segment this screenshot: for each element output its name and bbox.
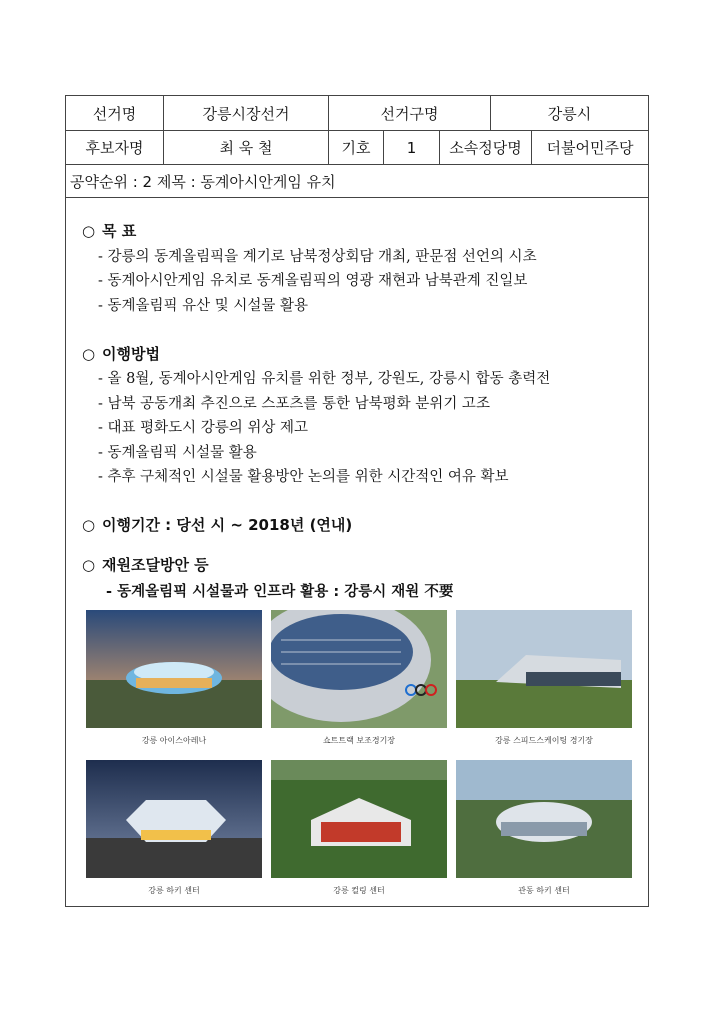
method-item: - 추후 구체적인 시설물 활용방안 논의를 위한 시간적인 여유 확보 <box>98 469 509 485</box>
goal-item: - 동계아시안게임 유치로 동계올림픽의 영광 재현과 남북관계 진일보 <box>98 273 528 289</box>
method-item: - 동계올림픽 시설물 활용 <box>98 445 257 461</box>
ice-arena-image <box>86 610 262 728</box>
hockey-center-image <box>86 760 262 878</box>
election-value: 강릉시장선거 <box>164 96 329 130</box>
method-item: - 대표 평화도시 강릉의 위상 제고 <box>98 420 309 436</box>
funding-item: - 동계올림픽 시설물과 인프라 활용 : 강릉시 재원 不要 <box>106 584 454 600</box>
circle-bullet-icon: ○ <box>82 516 96 534</box>
circle-bullet-icon: ○ <box>82 556 96 574</box>
method-item: - 올 8월, 동계아시안게임 유치를 위한 정부, 강원도, 강릉시 합동 총력전 <box>98 371 551 387</box>
venue-photo <box>269 760 449 908</box>
election-label: 선거명 <box>66 96 164 130</box>
photo-caption: 강릉 컬링 센터 <box>333 886 385 895</box>
speed-skating-image <box>456 610 632 728</box>
number-value: 1 <box>384 131 440 164</box>
circle-bullet-icon: ○ <box>82 345 96 363</box>
section-period-heading <box>82 514 352 535</box>
section-goal-heading <box>82 220 136 241</box>
header-row-election <box>66 96 648 131</box>
candidate-value: 최 욱 철 <box>164 131 329 164</box>
venue-photo <box>269 610 449 758</box>
photo-caption: 강릉 하키 센터 <box>148 886 200 895</box>
pledge-document <box>65 95 649 907</box>
number-label: 기호 <box>329 131 384 164</box>
circle-bullet-icon: ○ <box>82 222 96 240</box>
curling-center-image <box>271 760 447 878</box>
district-value: 강릉시 <box>547 104 592 123</box>
district-label: 선거구명 <box>329 96 491 130</box>
photo-caption: 쇼트트랙 보조경기장 <box>322 736 396 745</box>
candidate-label: 후보자명 <box>66 131 164 164</box>
venue-photo <box>454 760 634 908</box>
pledge-title: 공약순위 : 2 제목 : 동계아시안게임 유치 <box>66 165 648 198</box>
kwandong-hockey-image <box>456 760 632 878</box>
photo-caption: 강릉 스피드스케이팅 경기장 <box>495 736 593 745</box>
venue-photo <box>84 610 264 758</box>
section-method-heading <box>82 343 160 364</box>
short-track-image <box>271 610 447 728</box>
section-funding-title: 재원조달방안 등 <box>102 556 209 574</box>
section-funding-heading <box>82 554 209 575</box>
section-method-title: 이행방법 <box>102 345 160 363</box>
goal-item: - 강릉의 동계올림픽을 계기로 남북정상회담 개최, 판문점 선언의 시초 <box>98 249 537 265</box>
section-period-title: 이행기간 : 당선 시 ~ 2018년 (연내) <box>102 516 353 534</box>
party-value: 더불어민주당 <box>546 139 634 157</box>
photo-caption: 강릉 아이스아레나 <box>141 736 207 745</box>
venue-photo <box>84 760 264 908</box>
method-item: - 남북 공동개최 추진으로 스포츠를 통한 남북평화 분위기 고조 <box>98 396 490 412</box>
party-label: 소속정당명 <box>440 131 532 164</box>
venue-photo <box>454 610 634 758</box>
section-goal-title: 목 표 <box>102 222 137 240</box>
goal-item: - 동계올림픽 유산 및 시설물 활용 <box>98 298 309 314</box>
header-row-candidate <box>66 131 648 165</box>
photo-caption: 관동 하키 센터 <box>518 886 570 895</box>
